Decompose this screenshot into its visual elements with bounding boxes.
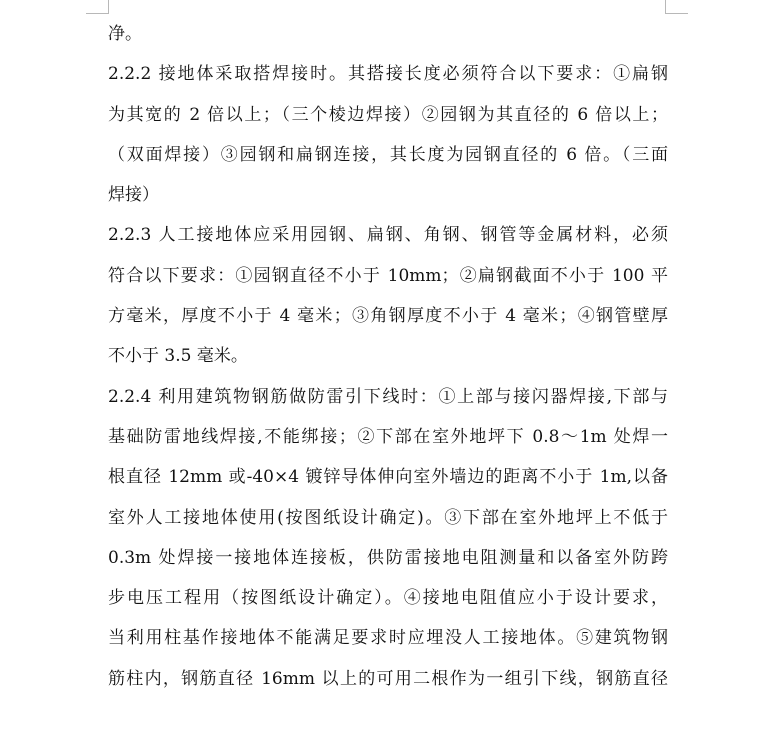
text-line: 2.2.2 接地体采取搭焊接时。其搭接长度必须符合以下要求：①扁钢 [108,64,668,85]
text-line: 步电压工程用（按图纸设计确定）。④接地电阻值应小于设计要求， [108,588,668,609]
text-line: 为其宽的 2 倍以上；（三个棱边焊接）②园钢为其直径的 6 倍以上； [108,104,668,125]
text-line: 根直径 12mm 或-40×4 镀锌导体伸向室外墙边的距离不小于 1m,以备 [108,467,668,488]
text-line: 2.2.4 利用建筑物钢筋做防雷引下线时：①上部与接闪器焊接,下部与 [108,386,668,407]
text-line: 符合以下要求：①园钢直径不小于 10mm；②扁钢截面不小于 100 平 [108,265,668,286]
text-line: （双面焊接）③园钢和扁钢连接，其长度为园钢直径的 6 倍。（三面 [108,144,668,165]
text-line: 方毫米，厚度不小于 4 毫米；③角钢厚度不小于 4 毫米；④钢管壁厚 [108,306,668,327]
margin-corner-mark-right [665,0,688,14]
text-line: 不小于 3.5 毫米。 [108,346,248,367]
text-line: 2.2.3 人工接地体应采用园钢、扁钢、角钢、钢管等金属材料，必须 [108,225,668,246]
margin-corner-mark-left [86,0,109,14]
text-line: 室外人工接地体使用(按图纸设计确定)。③下部在室外地坪上不低于 [108,507,668,528]
text-line: 焊接） [108,185,159,206]
text-line: 筋柱内，钢筋直径 16mm 以上的可用二根作为一组引下线，钢筋直径 [108,668,668,689]
text-line: 当利用柱基作接地体不能满足要求时应埋没人工接地体。⑤建筑物钢 [108,628,668,649]
text-line: 净。 [108,24,142,44]
text-line: 0.3m 处焊接一接地体连接板，供防雷接地电阻测量和以备室外防跨 [108,547,668,568]
document-body [108,14,668,699]
text-line: 基础防雷地线焊接,不能绑接；②下部在室外地坪下 0.8～1m 处焊一 [108,426,668,447]
